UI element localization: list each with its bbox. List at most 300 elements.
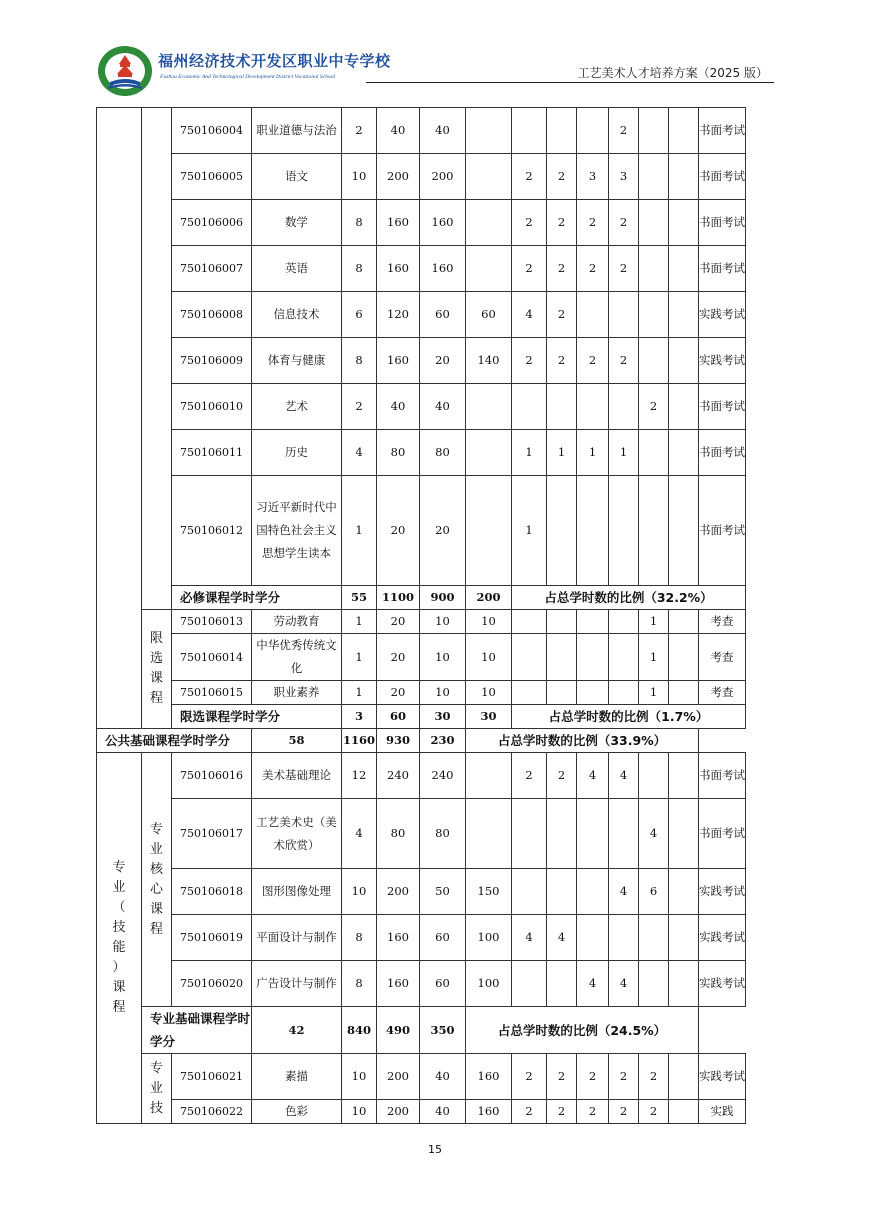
table-row xyxy=(97,869,746,915)
semester-hours: 2 xyxy=(512,753,547,799)
semester-hours xyxy=(639,292,669,338)
semester-hours xyxy=(609,292,639,338)
course-name: 英语 xyxy=(252,246,342,292)
course-hours: 20 xyxy=(377,634,420,681)
course-theory: 200 xyxy=(420,154,466,200)
semester-hours: 2 xyxy=(639,1054,669,1100)
semester-hours xyxy=(639,961,669,1007)
course-theory: 20 xyxy=(420,338,466,384)
table-row xyxy=(97,961,746,1007)
semester-hours: 4 xyxy=(577,961,609,1007)
course-credit: 4 xyxy=(342,430,377,476)
course-hours: 20 xyxy=(377,476,420,586)
summary-ratio: 占总学时数的比例（32.2%） xyxy=(512,586,746,610)
semester-hours xyxy=(669,384,699,430)
semester-hours xyxy=(577,108,609,154)
table-row xyxy=(97,292,746,338)
course-practice xyxy=(466,246,512,292)
summary-practice: 200 xyxy=(466,586,512,610)
semester-hours xyxy=(639,108,669,154)
summary-theory: 490 xyxy=(377,1007,420,1054)
course-name: 历史 xyxy=(252,430,342,476)
course-practice: 60 xyxy=(466,292,512,338)
course-practice: 160 xyxy=(466,1100,512,1124)
semester-hours xyxy=(577,610,609,634)
semester-hours: 2 xyxy=(547,1054,577,1100)
course-theory: 20 xyxy=(420,476,466,586)
page-header xyxy=(96,42,774,98)
category-core: 专 业 核 心 课 程 xyxy=(142,753,172,1007)
semester-hours xyxy=(609,799,639,869)
table-row xyxy=(97,1054,746,1100)
semester-hours: 2 xyxy=(639,1100,669,1124)
assessment-method: 书面考试 xyxy=(699,753,746,799)
course-name: 平面设计与制作 xyxy=(252,915,342,961)
semester-hours xyxy=(669,610,699,634)
semester-hours: 1 xyxy=(639,610,669,634)
semester-hours: 4 xyxy=(609,753,639,799)
course-theory: 10 xyxy=(420,681,466,705)
semester-hours xyxy=(639,753,669,799)
semester-hours xyxy=(547,799,577,869)
course-hours: 160 xyxy=(377,915,420,961)
course-credit: 10 xyxy=(342,1054,377,1100)
assessment-method: 书面考试 xyxy=(699,384,746,430)
summary-hours: 1100 xyxy=(377,586,420,610)
semester-hours xyxy=(639,200,669,246)
summary-practice: 30 xyxy=(466,705,512,729)
course-name: 劳动教育 xyxy=(252,610,342,634)
course-code: 750106009 xyxy=(172,338,252,384)
semester-hours xyxy=(547,384,577,430)
assessment-method: 考查 xyxy=(699,610,746,634)
semester-hours xyxy=(512,610,547,634)
semester-hours xyxy=(512,108,547,154)
semester-hours: 1 xyxy=(577,430,609,476)
semester-hours xyxy=(547,108,577,154)
semester-hours xyxy=(669,200,699,246)
semester-hours xyxy=(577,915,609,961)
semester-hours xyxy=(547,681,577,705)
summary-label: 公共基础课程学时学分 xyxy=(97,729,252,753)
course-credit: 8 xyxy=(342,200,377,246)
course-credit: 12 xyxy=(342,753,377,799)
semester-hours xyxy=(609,476,639,586)
course-practice xyxy=(466,753,512,799)
semester-hours xyxy=(577,634,609,681)
semester-hours: 2 xyxy=(547,1100,577,1124)
semester-hours: 2 xyxy=(512,1054,547,1100)
semester-hours: 4 xyxy=(639,799,669,869)
semester-hours xyxy=(547,610,577,634)
summary-ratio: 占总学时数的比例（24.5%） xyxy=(466,1007,699,1054)
semester-hours: 1 xyxy=(639,681,669,705)
page-number: 15 xyxy=(428,1143,442,1156)
semester-hours xyxy=(639,430,669,476)
course-practice xyxy=(466,200,512,246)
semester-hours xyxy=(669,961,699,1007)
course-name: 习近平新时代中国特色社会主义思想学生读本 xyxy=(252,476,342,586)
course-code: 750106013 xyxy=(172,610,252,634)
summary-theory: 930 xyxy=(377,729,420,753)
course-credit: 10 xyxy=(342,1100,377,1124)
course-theory: 60 xyxy=(420,915,466,961)
summary-hours: 840 xyxy=(342,1007,377,1054)
semester-hours: 2 xyxy=(512,1100,547,1124)
assessment-method: 实践 xyxy=(699,1100,746,1124)
semester-hours: 2 xyxy=(547,338,577,384)
semester-hours xyxy=(512,869,547,915)
table-row xyxy=(97,338,746,384)
semester-hours xyxy=(639,915,669,961)
summary-label: 专业基础课程学时学分 xyxy=(142,1007,252,1054)
table-row xyxy=(97,246,746,292)
semester-hours xyxy=(512,961,547,1007)
semester-hours: 1 xyxy=(639,634,669,681)
course-hours: 80 xyxy=(377,799,420,869)
assessment-method: 书面考试 xyxy=(699,799,746,869)
semester-hours xyxy=(669,1054,699,1100)
semester-hours: 4 xyxy=(609,961,639,1007)
course-practice xyxy=(466,108,512,154)
semester-hours xyxy=(669,681,699,705)
summary-row xyxy=(97,1007,746,1054)
course-hours: 200 xyxy=(377,154,420,200)
course-code: 750106008 xyxy=(172,292,252,338)
assessment-method: 实践考试 xyxy=(699,338,746,384)
semester-hours xyxy=(669,799,699,869)
table-row xyxy=(97,799,746,869)
semester-hours: 2 xyxy=(577,246,609,292)
semester-hours: 4 xyxy=(512,915,547,961)
category-professional: 专 业 （ 技 能 ） 课 程 xyxy=(97,753,142,1124)
course-theory: 50 xyxy=(420,869,466,915)
course-code: 750106005 xyxy=(172,154,252,200)
semester-hours: 2 xyxy=(547,753,577,799)
course-credit: 1 xyxy=(342,476,377,586)
course-name: 素描 xyxy=(252,1054,342,1100)
course-theory: 160 xyxy=(420,246,466,292)
semester-hours: 2 xyxy=(512,246,547,292)
semester-hours xyxy=(577,292,609,338)
semester-hours xyxy=(669,753,699,799)
school-emblem-icon xyxy=(96,44,154,98)
curriculum-table xyxy=(96,107,746,1124)
course-code: 750106018 xyxy=(172,869,252,915)
course-credit: 1 xyxy=(342,634,377,681)
semester-hours: 4 xyxy=(547,915,577,961)
semester-hours: 3 xyxy=(609,154,639,200)
course-name: 工艺美术史（美术欣赏） xyxy=(252,799,342,869)
semester-hours xyxy=(669,108,699,154)
course-name: 美术基础理论 xyxy=(252,753,342,799)
semester-hours: 2 xyxy=(547,154,577,200)
course-theory: 60 xyxy=(420,292,466,338)
course-hours: 160 xyxy=(377,246,420,292)
course-hours: 200 xyxy=(377,869,420,915)
semester-hours: 1 xyxy=(547,430,577,476)
semester-hours xyxy=(547,869,577,915)
course-practice: 10 xyxy=(466,634,512,681)
semester-hours xyxy=(669,476,699,586)
course-credit: 1 xyxy=(342,681,377,705)
school-name-cn: 福州经济技术开发区职业中专学校 xyxy=(158,52,391,70)
category-skill: 专 业 技 xyxy=(142,1054,172,1124)
semester-hours: 2 xyxy=(609,1100,639,1124)
course-practice: 140 xyxy=(466,338,512,384)
course-hours: 160 xyxy=(377,961,420,1007)
course-name: 体育与健康 xyxy=(252,338,342,384)
semester-hours: 2 xyxy=(609,246,639,292)
course-practice: 10 xyxy=(466,681,512,705)
document-title: 工艺美术人才培养方案（2025 版） xyxy=(577,66,768,80)
course-credit: 10 xyxy=(342,869,377,915)
assessment-method: 考查 xyxy=(699,634,746,681)
course-name: 中华优秀传统文化 xyxy=(252,634,342,681)
semester-hours xyxy=(669,338,699,384)
table-row xyxy=(97,476,746,586)
semester-hours xyxy=(512,634,547,681)
semester-hours xyxy=(577,476,609,586)
summary-hours: 60 xyxy=(377,705,420,729)
semester-hours xyxy=(669,869,699,915)
table-row xyxy=(97,681,746,705)
semester-hours: 2 xyxy=(547,200,577,246)
summary-ratio: 占总学时数的比例（1.7%） xyxy=(512,705,746,729)
course-name: 语文 xyxy=(252,154,342,200)
course-theory: 10 xyxy=(420,634,466,681)
semester-hours: 2 xyxy=(639,384,669,430)
assessment-method: 书面考试 xyxy=(699,108,746,154)
summary-row xyxy=(97,705,746,729)
summary-credit: 3 xyxy=(342,705,377,729)
assessment-method: 书面考试 xyxy=(699,476,746,586)
assessment-method: 实践考试 xyxy=(699,915,746,961)
table-row xyxy=(97,634,746,681)
school-name-en: Fuzhou Economic And Technological Development District Vocational School xyxy=(160,74,336,80)
course-hours: 20 xyxy=(377,610,420,634)
semester-hours: 2 xyxy=(577,200,609,246)
course-theory: 80 xyxy=(420,430,466,476)
summary-label: 限选课程学时学分 xyxy=(172,705,342,729)
semester-hours xyxy=(669,1100,699,1124)
semester-hours xyxy=(512,384,547,430)
assessment-method: 实践考试 xyxy=(699,961,746,1007)
semester-hours xyxy=(639,476,669,586)
semester-hours: 4 xyxy=(577,753,609,799)
course-hours: 160 xyxy=(377,200,420,246)
table-row xyxy=(97,610,746,634)
course-theory: 240 xyxy=(420,753,466,799)
semester-hours xyxy=(577,799,609,869)
semester-hours xyxy=(512,799,547,869)
summary-ratio: 占总学时数的比例（33.9%） xyxy=(466,729,699,753)
course-hours: 160 xyxy=(377,338,420,384)
course-name: 色彩 xyxy=(252,1100,342,1124)
summary-hours: 1160 xyxy=(342,729,377,753)
summary-row xyxy=(97,729,746,753)
course-credit: 8 xyxy=(342,246,377,292)
summary-label: 必修课程学时学分 xyxy=(172,586,342,610)
semester-hours xyxy=(639,246,669,292)
course-name: 艺术 xyxy=(252,384,342,430)
assessment-method: 书面考试 xyxy=(699,154,746,200)
course-theory: 40 xyxy=(420,1054,466,1100)
semester-hours xyxy=(609,915,639,961)
assessment-method: 考查 xyxy=(699,681,746,705)
assessment-method: 实践考试 xyxy=(699,869,746,915)
header-divider xyxy=(366,82,774,83)
course-name: 信息技术 xyxy=(252,292,342,338)
summary-theory: 30 xyxy=(420,705,466,729)
semester-hours: 6 xyxy=(639,869,669,915)
semester-hours xyxy=(669,154,699,200)
course-practice: 150 xyxy=(466,869,512,915)
course-hours: 40 xyxy=(377,384,420,430)
semester-hours xyxy=(609,681,639,705)
course-practice: 100 xyxy=(466,915,512,961)
course-credit: 8 xyxy=(342,961,377,1007)
semester-hours: 2 xyxy=(547,292,577,338)
table-row xyxy=(97,915,746,961)
course-practice xyxy=(466,476,512,586)
course-code: 750106006 xyxy=(172,200,252,246)
course-practice xyxy=(466,799,512,869)
course-code: 750106016 xyxy=(172,753,252,799)
semester-hours: 4 xyxy=(512,292,547,338)
course-name: 职业道德与法治 xyxy=(252,108,342,154)
summary-practice: 230 xyxy=(420,729,466,753)
semester-hours: 2 xyxy=(577,1054,609,1100)
course-code: 750106019 xyxy=(172,915,252,961)
semester-hours xyxy=(669,430,699,476)
semester-hours: 2 xyxy=(609,200,639,246)
course-practice xyxy=(466,430,512,476)
course-code: 750106010 xyxy=(172,384,252,430)
assessment-method: 实践考试 xyxy=(699,1054,746,1100)
semester-hours xyxy=(577,869,609,915)
course-code: 750106007 xyxy=(172,246,252,292)
summary-credit: 58 xyxy=(252,729,342,753)
assessment-method: 书面考试 xyxy=(699,200,746,246)
semester-hours xyxy=(609,384,639,430)
course-hours: 120 xyxy=(377,292,420,338)
assessment-method: 实践考试 xyxy=(699,292,746,338)
course-code: 750106021 xyxy=(172,1054,252,1100)
course-theory: 60 xyxy=(420,961,466,1007)
course-code: 750106022 xyxy=(172,1100,252,1124)
semester-hours xyxy=(547,634,577,681)
semester-hours: 4 xyxy=(609,869,639,915)
semester-hours xyxy=(609,610,639,634)
semester-hours: 2 xyxy=(609,338,639,384)
course-code: 750106015 xyxy=(172,681,252,705)
course-credit: 1 xyxy=(342,610,377,634)
course-credit: 2 xyxy=(342,108,377,154)
table-row xyxy=(97,384,746,430)
course-name: 图形图像处理 xyxy=(252,869,342,915)
category-public-foundation xyxy=(97,108,142,729)
semester-hours xyxy=(669,292,699,338)
course-code: 750106004 xyxy=(172,108,252,154)
course-credit: 6 xyxy=(342,292,377,338)
table-row xyxy=(97,753,746,799)
assessment-method: 书面考试 xyxy=(699,430,746,476)
semester-hours: 1 xyxy=(609,430,639,476)
course-practice xyxy=(466,154,512,200)
semester-hours: 2 xyxy=(547,246,577,292)
table-row xyxy=(97,108,746,154)
course-hours: 240 xyxy=(377,753,420,799)
course-code: 750106020 xyxy=(172,961,252,1007)
table-row xyxy=(97,1100,746,1124)
course-name: 职业素养 xyxy=(252,681,342,705)
course-practice: 10 xyxy=(466,610,512,634)
course-theory: 80 xyxy=(420,799,466,869)
semester-hours: 2 xyxy=(609,108,639,154)
summary-credit: 55 xyxy=(342,586,377,610)
course-theory: 40 xyxy=(420,1100,466,1124)
course-credit: 10 xyxy=(342,154,377,200)
semester-hours: 1 xyxy=(512,430,547,476)
semester-hours: 2 xyxy=(512,154,547,200)
course-code: 750106017 xyxy=(172,799,252,869)
table-row xyxy=(97,200,746,246)
summary-row xyxy=(97,586,746,610)
assessment-method: 书面考试 xyxy=(699,246,746,292)
semester-hours xyxy=(669,915,699,961)
category-required xyxy=(142,108,172,610)
semester-hours: 3 xyxy=(577,154,609,200)
semester-hours xyxy=(547,961,577,1007)
course-hours: 200 xyxy=(377,1100,420,1124)
course-hours: 40 xyxy=(377,108,420,154)
semester-hours: 2 xyxy=(512,338,547,384)
course-theory: 40 xyxy=(420,384,466,430)
semester-hours xyxy=(669,634,699,681)
semester-hours xyxy=(609,634,639,681)
semester-hours xyxy=(639,338,669,384)
course-name: 数学 xyxy=(252,200,342,246)
course-credit: 8 xyxy=(342,338,377,384)
category-elective: 限 选 课 程 xyxy=(142,610,172,729)
course-practice: 100 xyxy=(466,961,512,1007)
table-row xyxy=(97,430,746,476)
course-hours: 20 xyxy=(377,681,420,705)
summary-credit: 42 xyxy=(252,1007,342,1054)
semester-hours: 2 xyxy=(577,338,609,384)
semester-hours xyxy=(577,681,609,705)
course-credit: 8 xyxy=(342,915,377,961)
course-theory: 160 xyxy=(420,200,466,246)
course-credit: 2 xyxy=(342,384,377,430)
course-code: 750106011 xyxy=(172,430,252,476)
course-code: 750106012 xyxy=(172,476,252,586)
semester-hours xyxy=(577,384,609,430)
table-row xyxy=(97,154,746,200)
summary-practice: 350 xyxy=(420,1007,466,1054)
course-practice xyxy=(466,384,512,430)
semester-hours xyxy=(547,476,577,586)
summary-theory: 900 xyxy=(420,586,466,610)
course-code: 750106014 xyxy=(172,634,252,681)
course-theory: 40 xyxy=(420,108,466,154)
course-practice: 160 xyxy=(466,1054,512,1100)
course-hours: 80 xyxy=(377,430,420,476)
semester-hours: 2 xyxy=(577,1100,609,1124)
semester-hours xyxy=(669,246,699,292)
course-theory: 10 xyxy=(420,610,466,634)
